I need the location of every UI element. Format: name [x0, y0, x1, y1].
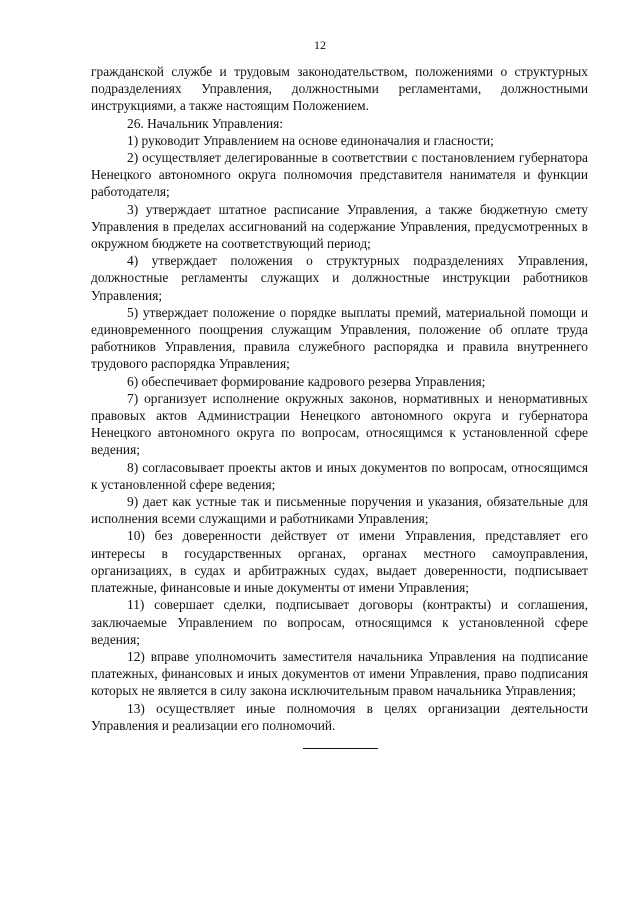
list-item-9: 9) дает как устные так и письменные поручения и указания, обязательные для исполнения всеми служащими и работниками Управления; — [91, 494, 588, 527]
list-item-4: 4) утверждает положения о структурных подразделениях Управления, должностные регламенты служащих и должностные инструкции работников Управления; — [91, 253, 588, 303]
list-item-5: 5) утверждает положение о порядке выплаты премий, материальной помощи и единовременного поощрения служащим Управления, положение об оплате труда работников Управления, правила служебного распорядка и правила внутреннего трудового распорядка Управления; — [91, 304, 588, 372]
list-item-7: 7) организует исполнение окружных законов, нормативных и ненормативных правовых актов Администрации Ненецкого автономного округа и губернатора Ненецкого автономного округа по вопросам, относящимся к установленной сфере ведения; — [91, 390, 588, 458]
list-item-13: 13) осуществляет иные полномочия в целях организации деятельности Управления и реализации его полномочий. — [91, 700, 588, 733]
list-item-6: 6) обеспечивает формирование кадрового резерва Управления; — [127, 373, 486, 389]
list-item-3: 3) утверждает штатное расписание Управления, а также бюджетную смету Управления в пределах ассигнований на содержание Управления, предусмотренных в окружном бюджете на соответствующий период; — [91, 201, 588, 252]
paragraph-continuation: гражданской службе и трудовым законодательством, положениями о структурных подразделениях Управления, должностными регламентами, должностными инструкциями, а также настоящим Положением. — [91, 64, 588, 114]
document-body — [91, 63, 588, 734]
section-heading-26: 26. Начальник Управления: — [127, 115, 284, 131]
list-item-11: 11) совершает сделки, подписывает договоры (контракты) и соглашения, заключаемые Управлением по вопросам, относящимся к установленной сфере ведения; — [91, 597, 588, 647]
list-item-1: 1) руководит Управлением на основе единоначалия и гласности; — [127, 132, 494, 148]
list-item-8: 8) согласовывает проекты актов и иных документов по вопросам, относящимся к установленной сфере ведения; — [91, 459, 588, 492]
list-item-12: 12) вправе уполномочить заместителя начальника Управления на подписание платежных, финансовых и иных документов от имени Управления, право подписания которых не является в силу закона исключительным правом начальника Управления; — [91, 648, 588, 699]
list-item-10: 10) без доверенности действует от имени Управления, представляет его интересы в государственных органах, органах местного самоуправления, организациях, в судах и арбитражных судах, выдает доверенности, подписывает платежные, финансовые и иные документы от имени Управления; — [91, 528, 588, 596]
end-of-text-divider — [303, 748, 378, 749]
list-item-2: 2) осуществляет делегированные в соответствии с постановлением губернатора Ненецкого автономного округа полномочия представителя нанимателя и функции работодателя; — [91, 150, 588, 200]
page-number: 12 — [314, 38, 326, 52]
